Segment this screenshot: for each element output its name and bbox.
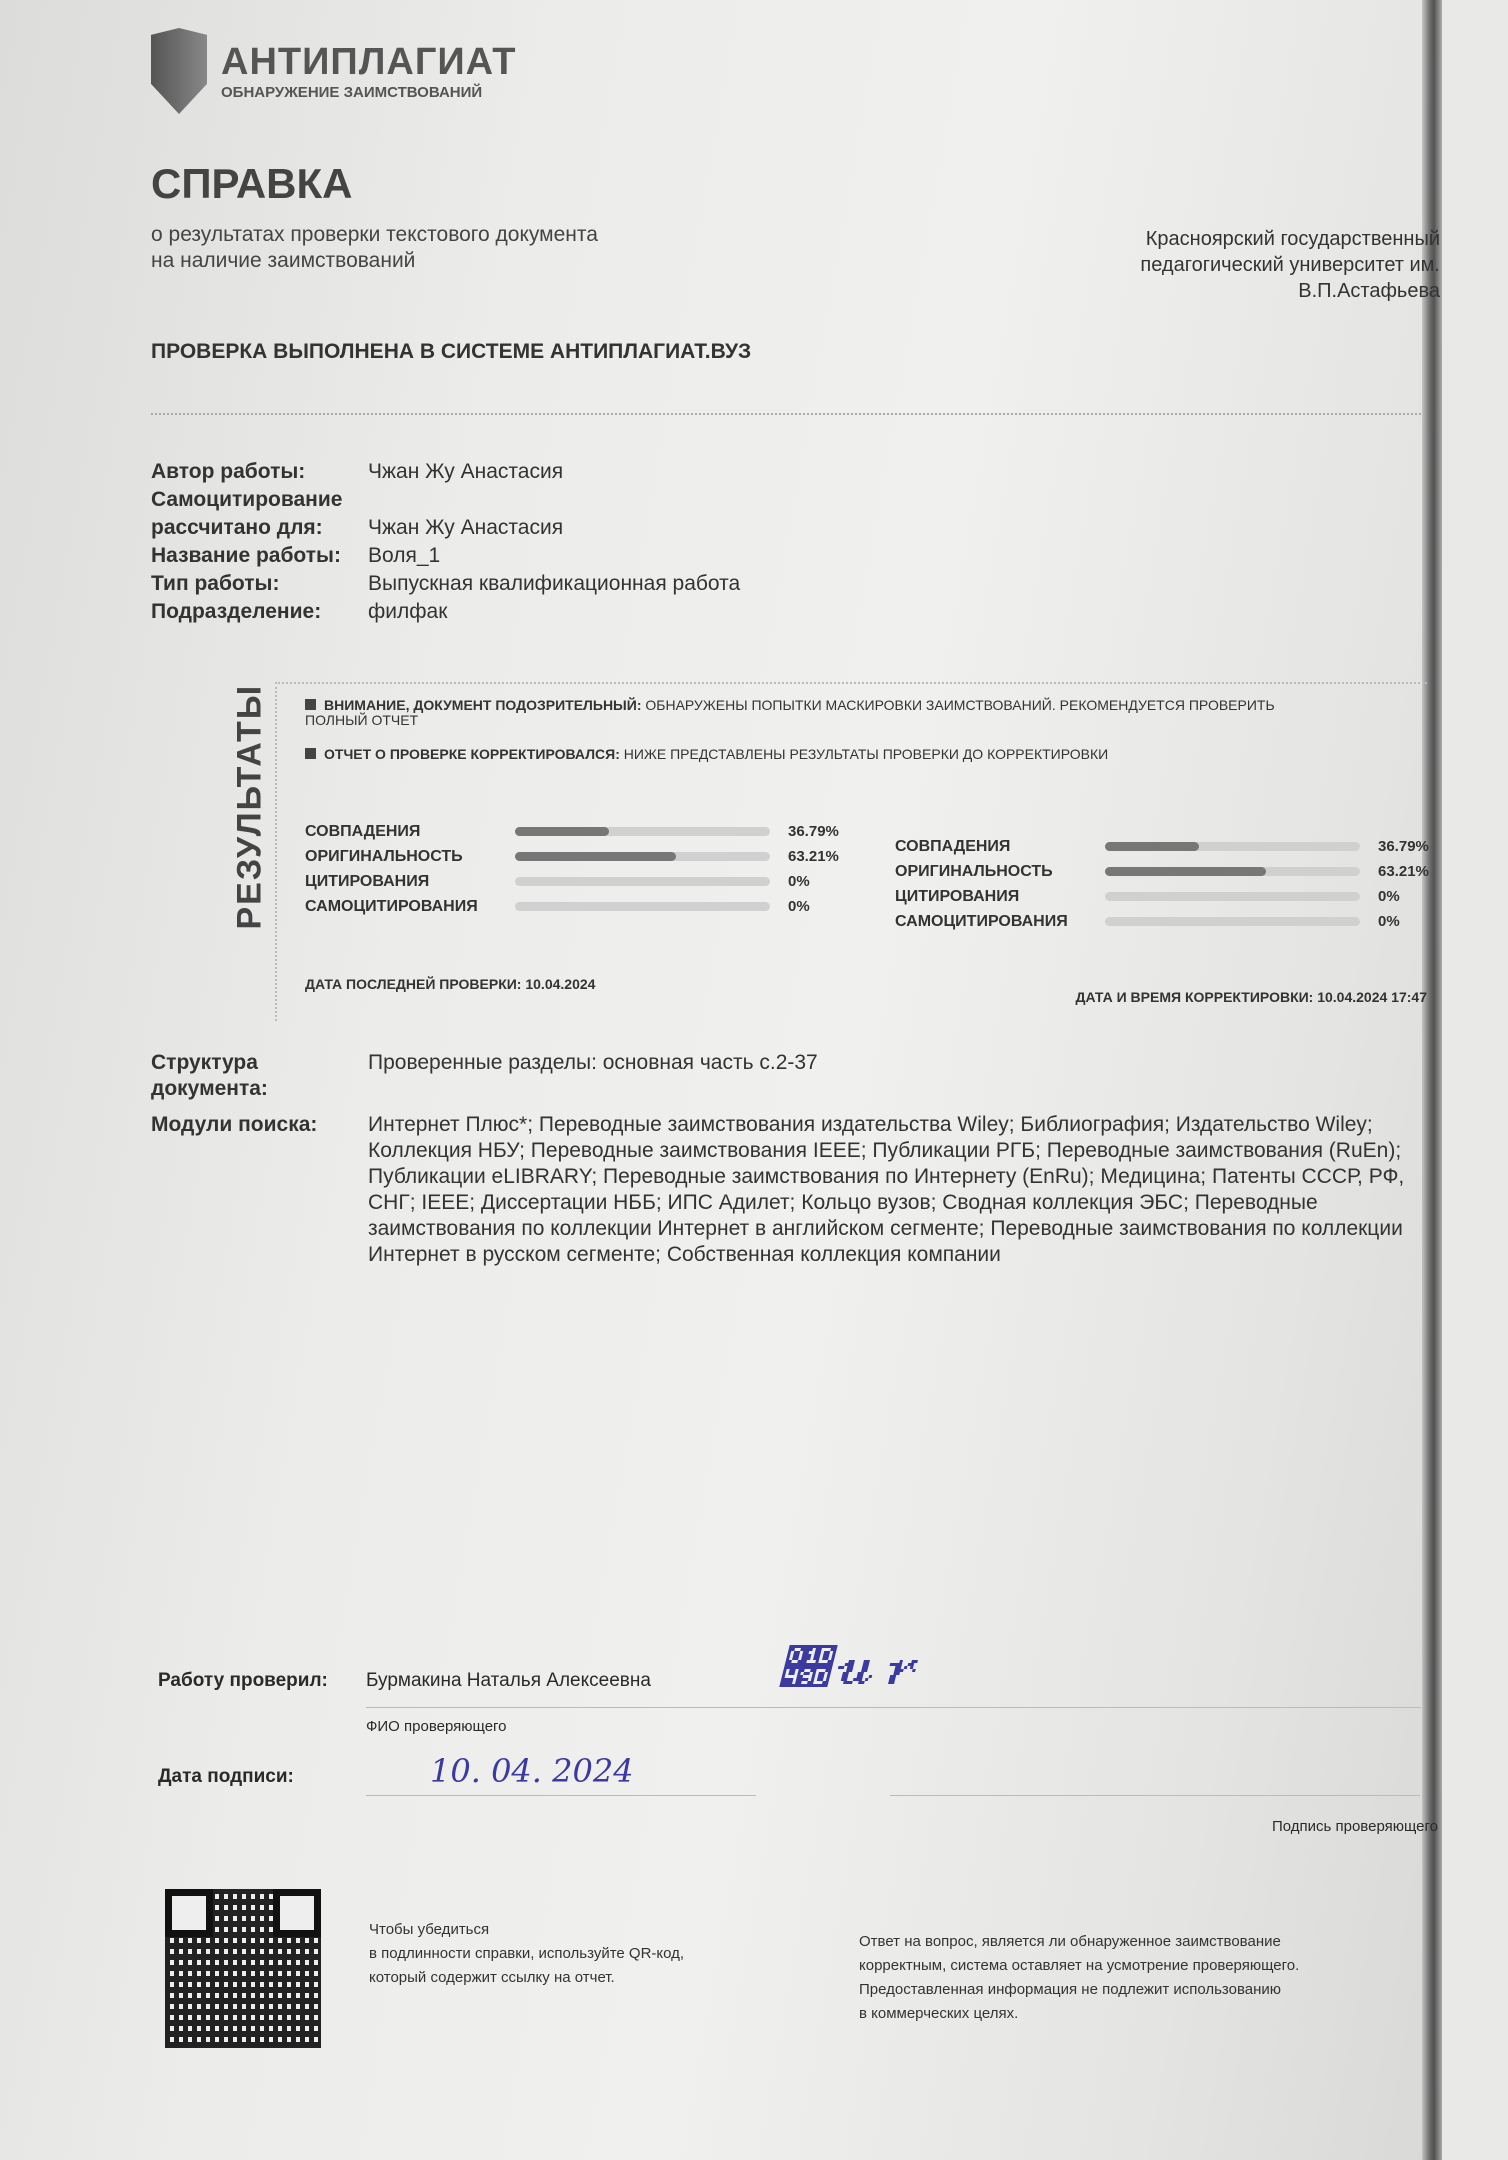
modules-label: Модули поиска: xyxy=(151,1113,318,1136)
metric-bar xyxy=(1105,917,1360,926)
qr-code[interactable] xyxy=(165,1889,321,2048)
organization xyxy=(1140,226,1440,304)
antiplagiat-logo xyxy=(151,28,516,114)
metric-value: 36.79% xyxy=(1378,838,1429,855)
footer-line: Предоставленная информация не подлежит использованию xyxy=(859,1981,1282,1998)
metric-row xyxy=(305,844,848,869)
divider xyxy=(366,1707,1421,1708)
metric-row xyxy=(895,859,1438,884)
divider xyxy=(366,1795,756,1796)
metric-label: ОРИГИНАЛЬНОСТЬ xyxy=(305,847,463,865)
metric-row xyxy=(895,834,1438,859)
results-after xyxy=(895,834,1438,934)
metric-value: 0% xyxy=(788,873,810,890)
field-row xyxy=(151,486,740,514)
footer-line: в коммерческих целях. xyxy=(859,2005,1019,2022)
disclaimer xyxy=(859,1930,1299,2026)
metric-row xyxy=(895,884,1438,909)
metric-bar-fill xyxy=(1105,867,1266,876)
adjacent-page xyxy=(1442,0,1508,2160)
metric-row xyxy=(305,819,848,844)
field-row xyxy=(151,542,740,570)
logo-title: АНТИПЛАГИАТ xyxy=(221,41,517,83)
metric-value: 63.21% xyxy=(1378,863,1429,880)
modules-row xyxy=(151,1112,1428,1268)
field-value: Чжан Жу Анастасия xyxy=(368,516,564,539)
org-line: В.П.Астафьева xyxy=(1298,280,1440,302)
document-title: СПРАВКА xyxy=(151,160,353,207)
org-line: Красноярский государственный xyxy=(1145,228,1440,250)
modules-value: Интернет Плюс*; Переводные заимствования издательства Wiley; Библиография; Издательство Wiley; Коллекция НБУ; Переводные заимствования IEEE; Публикации РГБ; Переводные заимствования (RuEn); Публикации eLIBRARY; Переводные заимствования по Интернету (EnRu); Медицина; Патенты СССР, РФ, СНГ; IEEE; Диссертации НББ; ИПС Адилет; Кольцо вузов; Сводная коллекция ЭБС; Переводные заимствования по коллекции Интернет в английском сегменте; Переводные заимствования по коллекции Интернет в русском сегменте; Собственная коллекция компании xyxy=(368,1113,1405,1266)
footer-line: Чтобы убедиться xyxy=(369,1921,490,1938)
metric-bar xyxy=(515,877,770,886)
divider xyxy=(890,1795,1420,1796)
structure-row xyxy=(151,1050,1428,1102)
field-label: Самоцитирование xyxy=(151,488,343,511)
subtitle-line: на наличие заимствований xyxy=(151,249,416,272)
work-info xyxy=(151,458,740,626)
metric-bar xyxy=(1105,892,1360,901)
metric-value: 63.21% xyxy=(788,848,839,865)
metric-bar xyxy=(1105,867,1360,876)
metric-label: СОВПАДЕНИЯ xyxy=(895,837,1011,855)
shield-logo-icon xyxy=(151,28,207,114)
field-label: Название работы: xyxy=(151,544,341,567)
metric-label: ЦИТИРОВАНИЯ xyxy=(895,887,1020,905)
handwritten-signature: 𝒝𝓊𝓇 xyxy=(780,1640,924,1696)
metric-row xyxy=(895,909,1438,934)
org-line: педагогический университет им. xyxy=(1140,254,1440,276)
corrected-text: НИЖЕ ПРЕДСТАВЛЕНЫ РЕЗУЛЬТАТЫ ПРОВЕРКИ ДО КОРРЕКТИРОВКИ xyxy=(623,746,1109,762)
metric-label: СОВПАДЕНИЯ xyxy=(305,822,421,840)
metric-bar xyxy=(1105,842,1360,851)
checked-by-label: Работу проверил: xyxy=(158,1670,328,1691)
structure-value: Проверенные разделы: основная часть с.2-37 xyxy=(368,1051,818,1074)
results-heading: РЕЗУЛЬТАТЫ xyxy=(230,683,269,930)
field-row xyxy=(151,570,740,598)
metric-bar xyxy=(515,827,770,836)
field-value: Выпускная квалификационная работа xyxy=(368,572,741,595)
footer-line: в подлинности справки, используйте QR-код, xyxy=(369,1945,685,1962)
metric-label: ОРИГИНАЛЬНОСТЬ xyxy=(895,862,1053,880)
metric-value: 0% xyxy=(788,898,810,915)
corrected-bold: ОТЧЕТ О ПРОВЕРКЕ КОРРЕКТИРОВАЛСЯ: xyxy=(324,746,620,762)
warning-text: ОБНАРУЖЕНЫ ПОПЫТКИ МАСКИРОВКИ ЗАИМСТВОВАНИЙ. РЕКОМЕНДУЕТСЯ ПРОВЕРИТЬ ПОЛНЫЙ ОТЧЕТ xyxy=(305,697,1275,728)
metric-value: 0% xyxy=(1378,888,1400,905)
document-subtitle xyxy=(151,222,598,274)
footer-line: Ответ на вопрос, является ли обнаруженное заимствование xyxy=(859,1933,1281,1950)
warning-bold: ВНИМАНИЕ, ДОКУМЕНТ ПОДОЗРИТЕЛЬНЫЙ: xyxy=(324,697,642,713)
metric-label: ЦИТИРОВАНИЯ xyxy=(305,872,430,890)
corrected-note xyxy=(305,746,1108,762)
metric-row xyxy=(305,894,848,919)
metric-label: САМОЦИТИРОВАНИЯ xyxy=(895,912,1068,930)
signature-caption: Подпись проверяющего xyxy=(1271,1818,1438,1835)
results-panel xyxy=(275,682,1427,1021)
correction-datetime: ДАТА И ВРЕМЯ КОРРЕКТИРОВКИ: 10.04.2024 17:47 xyxy=(1075,989,1427,1005)
results-before xyxy=(305,819,848,919)
bullet-square-icon xyxy=(305,748,316,759)
metric-bar xyxy=(515,902,770,911)
metric-label: САМОЦИТИРОВАНИЯ xyxy=(305,897,478,915)
fio-caption: ФИО проверяющего xyxy=(366,1718,507,1735)
bullet-square-icon xyxy=(305,699,316,710)
checked-by-value: Бурмакина Наталья Алексеевна xyxy=(366,1670,651,1691)
logo-subtitle: ОБНАРУЖЕНИЕ ЗАИМСТВОВАНИЙ xyxy=(221,84,483,101)
subtitle-line: о результатах проверки текстового документа xyxy=(151,223,598,246)
metric-value: 36.79% xyxy=(788,823,839,840)
qr-note xyxy=(369,1918,684,1990)
field-row xyxy=(151,458,740,486)
footer-line: который содержит ссылку на отчет. xyxy=(369,1969,615,1986)
signature-date: 10. 04. 2024 xyxy=(430,1752,634,1790)
metric-value: 0% xyxy=(1378,913,1400,930)
field-label: Тип работы: xyxy=(151,572,280,595)
metric-row xyxy=(305,869,848,894)
field-row xyxy=(151,514,740,542)
field-row xyxy=(151,598,740,626)
field-value: филфак xyxy=(368,600,448,623)
document-details xyxy=(151,1050,1428,1268)
field-label: Подразделение: xyxy=(151,600,322,623)
field-value: Чжан Жу Анастасия xyxy=(368,460,564,483)
last-check-date: ДАТА ПОСЛЕДНЕЙ ПРОВЕРКИ: 10.04.2024 xyxy=(305,976,596,992)
warning-note xyxy=(305,698,1335,728)
structure-label: Структура документа: xyxy=(151,1051,268,1100)
metric-bar xyxy=(515,852,770,861)
divider xyxy=(151,413,1421,415)
field-value: Воля_1 xyxy=(368,544,441,567)
date-label: Дата подписи: xyxy=(158,1766,294,1787)
metric-bar-fill xyxy=(515,852,676,861)
system-heading: ПРОВЕРКА ВЫПОЛНЕНА В СИСТЕМЕ АНТИПЛАГИАТ.ВУЗ xyxy=(151,340,752,363)
footer-line: корректным, система оставляет на усмотрение проверяющего. xyxy=(859,1957,1300,1974)
field-label: Автор работы: xyxy=(151,460,306,483)
field-label: рассчитано для: xyxy=(151,516,323,539)
metric-bar-fill xyxy=(515,827,609,836)
metric-bar-fill xyxy=(1105,842,1199,851)
